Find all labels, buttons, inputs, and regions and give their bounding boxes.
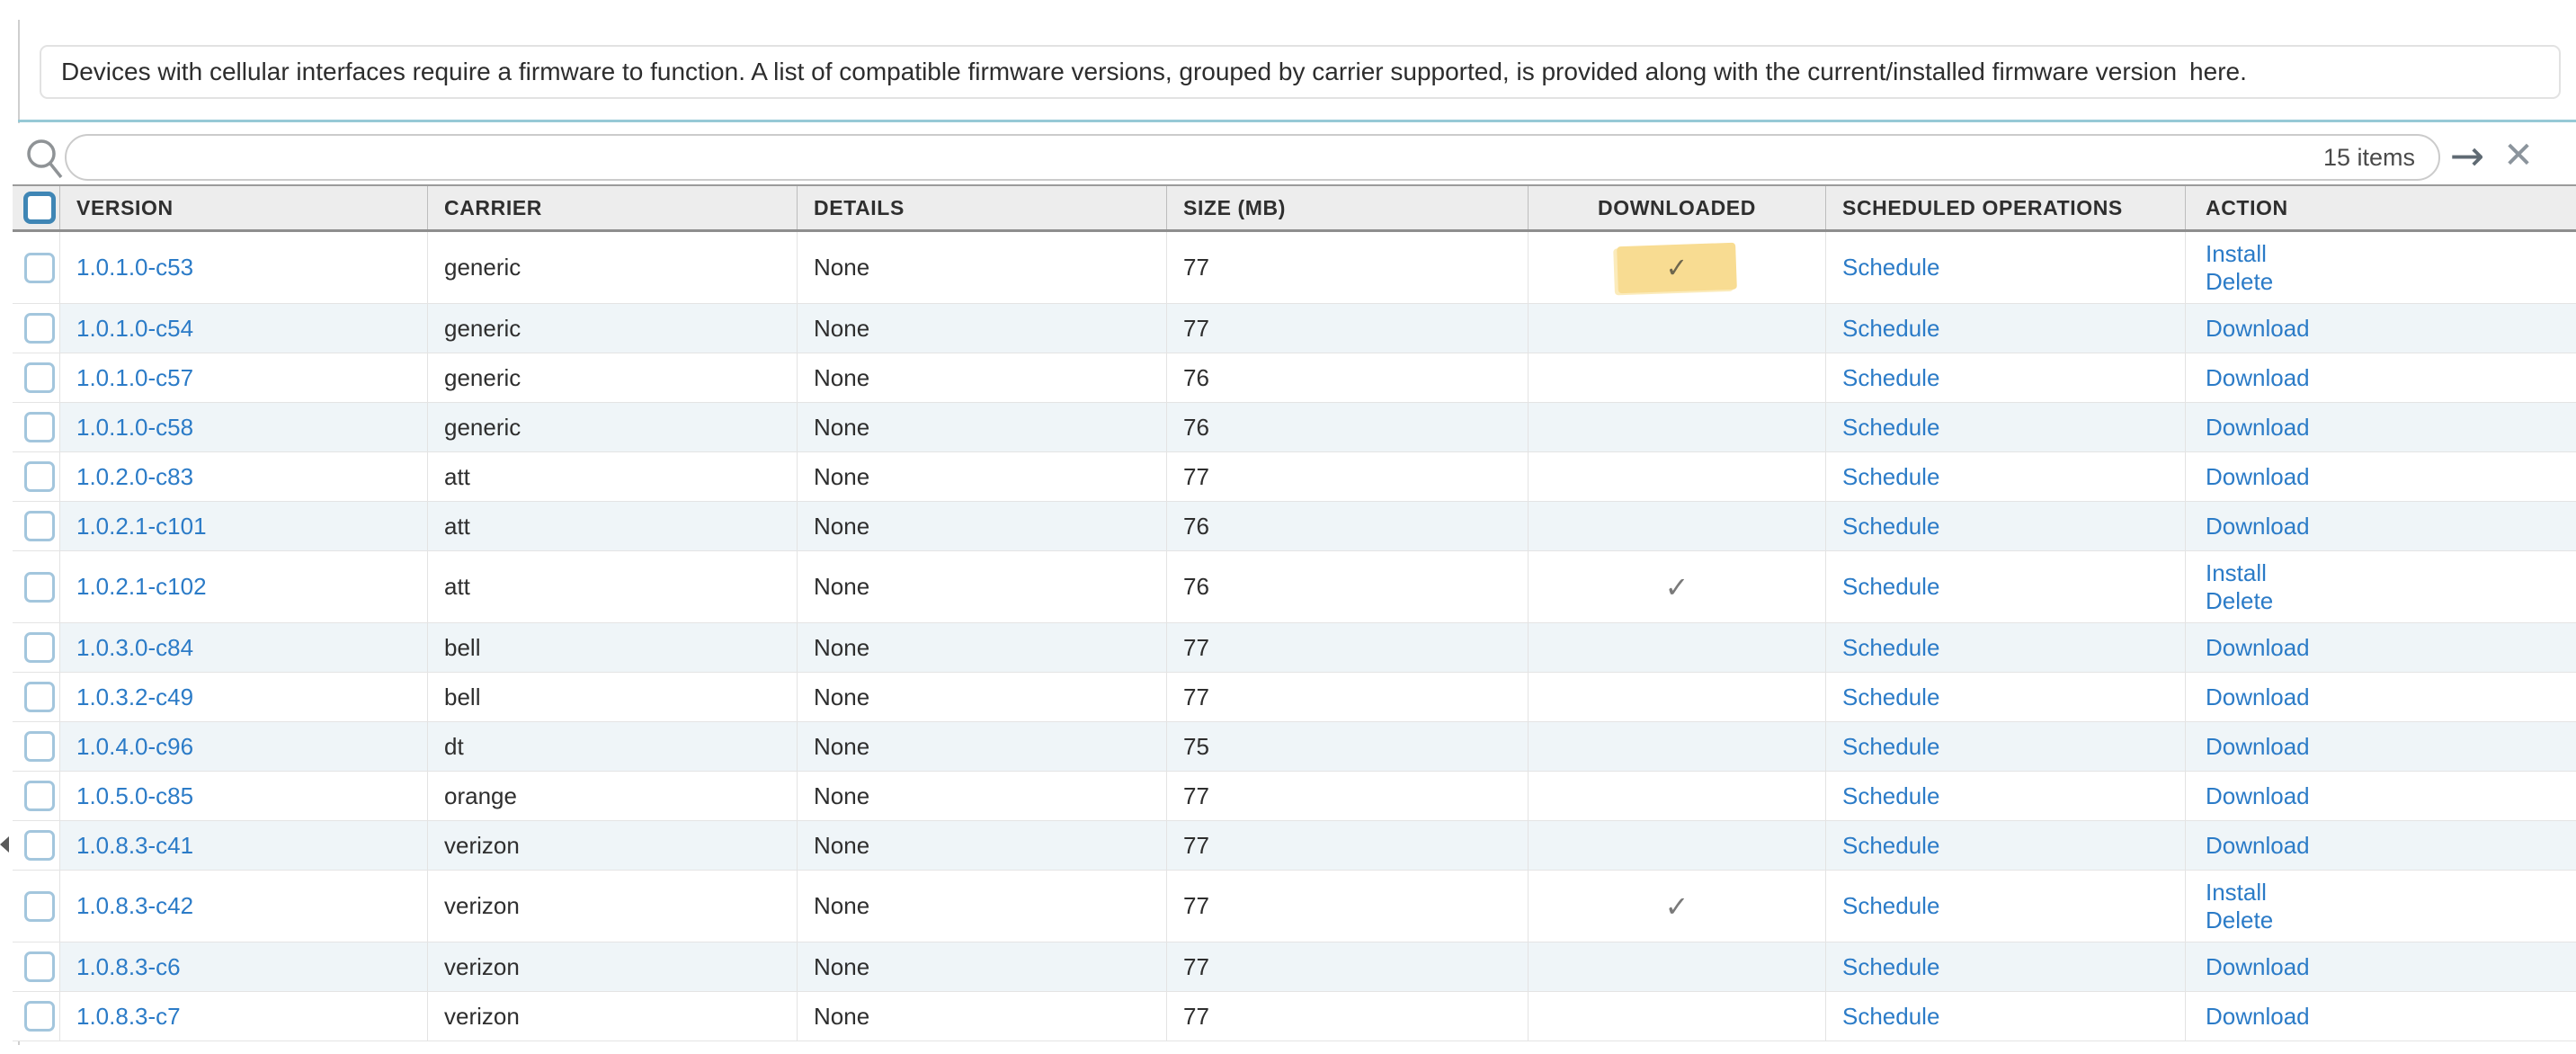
version-link[interactable]: 1.0.1.0-c57 xyxy=(76,363,194,391)
carrier-cell: generic xyxy=(427,403,797,451)
carrier-cell: bell xyxy=(427,623,797,672)
schedule-link[interactable]: Schedule xyxy=(1842,683,1940,710)
table-row xyxy=(13,992,2576,1041)
table-row xyxy=(13,502,2576,551)
column-header-downloaded[interactable]: DOWNLOADED xyxy=(1598,195,1756,219)
size-cell: 77 xyxy=(1166,304,1528,353)
search-submit-arrow-icon[interactable]: → xyxy=(2449,131,2485,180)
details-cell: None xyxy=(797,942,1166,991)
details-cell: None xyxy=(797,821,1166,870)
downloaded-check-icon: ✓ xyxy=(1664,251,1689,284)
table-row xyxy=(13,304,2576,353)
download-link[interactable]: Download xyxy=(2206,732,2310,760)
table-row xyxy=(13,722,2576,772)
carrier-cell: verizon xyxy=(427,942,797,991)
carrier-cell: att xyxy=(427,452,797,501)
carrier-cell: generic xyxy=(427,232,797,303)
downloaded-cell xyxy=(1528,304,1825,353)
carrier-cell: verizon xyxy=(427,821,797,870)
column-header-carrier[interactable]: CARRIER xyxy=(444,195,542,219)
download-link[interactable]: Download xyxy=(2206,831,2310,859)
column-header-action[interactable]: ACTION xyxy=(2206,195,2288,219)
install-link[interactable]: Install xyxy=(2206,878,2267,906)
schedule-link[interactable]: Schedule xyxy=(1842,363,1940,391)
download-link[interactable]: Download xyxy=(2206,1002,2310,1030)
download-link[interactable]: Download xyxy=(2206,952,2310,980)
version-link[interactable]: 1.0.2.1-c102 xyxy=(76,573,207,600)
version-link[interactable]: 1.0.8.3-c41 xyxy=(76,831,194,859)
install-link[interactable]: Install xyxy=(2206,558,2267,586)
details-cell: None xyxy=(797,623,1166,672)
row-checkbox[interactable] xyxy=(24,572,55,603)
version-link[interactable]: 1.0.2.0-c83 xyxy=(76,462,194,490)
carrier-cell: verizon xyxy=(427,992,797,1041)
schedule-link[interactable]: Schedule xyxy=(1842,462,1940,490)
version-link[interactable]: 1.0.3.2-c49 xyxy=(76,683,194,710)
downloaded-cell xyxy=(1528,452,1825,501)
version-link[interactable]: 1.0.1.0-c53 xyxy=(76,254,194,281)
search-clear-icon[interactable]: ✕ xyxy=(2503,136,2534,175)
download-link[interactable]: Download xyxy=(2206,462,2310,490)
table-row xyxy=(13,942,2576,992)
here-link[interactable]: here. xyxy=(2189,58,2247,85)
row-checkbox[interactable] xyxy=(24,511,55,541)
version-link[interactable]: 1.0.1.0-c58 xyxy=(76,413,194,441)
items-count-badge: 15 items xyxy=(2322,143,2415,171)
row-checkbox[interactable] xyxy=(24,632,55,663)
version-link[interactable]: 1.0.8.3-c7 xyxy=(76,1002,181,1030)
size-cell: 76 xyxy=(1166,502,1528,550)
notice-text: Devices with cellular interfaces require a firmware to function. A list of compatible firmware versions, grouped by carrier supported, is provided along with the current/installed firmware version xyxy=(61,58,2178,85)
details-cell: None xyxy=(797,551,1166,622)
download-link[interactable]: Download xyxy=(2206,314,2310,342)
details-cell: None xyxy=(797,673,1166,721)
carrier-cell: att xyxy=(427,551,797,622)
size-cell: 77 xyxy=(1166,232,1528,303)
table-row xyxy=(13,551,2576,623)
download-link[interactable]: Download xyxy=(2206,633,2310,661)
size-cell: 76 xyxy=(1166,551,1528,622)
size-cell: 76 xyxy=(1166,403,1528,451)
size-cell: 77 xyxy=(1166,772,1528,820)
search-toolbar xyxy=(18,123,2576,184)
notice-banner xyxy=(40,45,2561,99)
row-checkbox[interactable] xyxy=(24,781,55,811)
downloaded-cell xyxy=(1528,403,1825,451)
downloaded-cell xyxy=(1528,551,1825,622)
row-checkbox[interactable] xyxy=(24,1001,55,1032)
row-checkbox[interactable] xyxy=(24,951,55,982)
row-checkbox[interactable] xyxy=(24,731,55,762)
details-cell: None xyxy=(797,452,1166,501)
carrier-cell: verizon xyxy=(427,871,797,942)
row-checkbox[interactable] xyxy=(24,830,55,861)
row-checkbox[interactable] xyxy=(24,313,55,344)
downloaded-cell xyxy=(1528,942,1825,991)
version-link[interactable]: 1.0.1.0-c54 xyxy=(76,314,194,342)
downloaded-cell xyxy=(1528,232,1825,303)
downloaded-check-icon: ✓ xyxy=(1664,569,1689,604)
schedule-link[interactable]: Schedule xyxy=(1842,952,1940,980)
table-row xyxy=(13,673,2576,722)
version-link[interactable]: 1.0.2.1-c101 xyxy=(76,512,207,540)
size-cell: 77 xyxy=(1166,942,1528,991)
table-row xyxy=(13,232,2576,304)
details-cell: None xyxy=(797,353,1166,402)
search-icon xyxy=(23,134,65,181)
table-row xyxy=(13,623,2576,673)
download-link[interactable]: Download xyxy=(2206,782,2310,809)
row-checkbox[interactable] xyxy=(24,891,55,922)
delete-link[interactable]: Delete xyxy=(2206,906,2274,933)
table-row xyxy=(13,452,2576,502)
downloaded-cell xyxy=(1528,722,1825,771)
column-header-scheduled-operations[interactable]: SCHEDULED OPERATIONS xyxy=(1842,195,2123,219)
downloaded-highlight xyxy=(1617,242,1737,293)
search-input[interactable] xyxy=(65,134,2440,181)
size-cell: 75 xyxy=(1166,722,1528,771)
schedule-link[interactable]: Schedule xyxy=(1842,633,1940,661)
delete-link[interactable]: Delete xyxy=(2206,267,2274,295)
details-cell: None xyxy=(797,992,1166,1041)
schedule-link[interactable]: Schedule xyxy=(1842,254,1940,281)
table-row xyxy=(13,403,2576,452)
row-checkbox[interactable] xyxy=(24,412,55,442)
schedule-link[interactable]: Schedule xyxy=(1842,1002,1940,1030)
version-link[interactable]: 1.0.8.3-c6 xyxy=(76,952,181,980)
size-cell: 77 xyxy=(1166,452,1528,501)
downloaded-cell xyxy=(1528,772,1825,820)
install-link[interactable]: Install xyxy=(2206,239,2267,267)
carrier-cell: bell xyxy=(427,673,797,721)
details-cell: None xyxy=(797,502,1166,550)
schedule-link[interactable]: Schedule xyxy=(1842,732,1940,760)
downloaded-cell xyxy=(1528,871,1825,942)
version-link[interactable]: 1.0.4.0-c96 xyxy=(76,732,194,760)
carrier-cell: generic xyxy=(427,304,797,353)
size-cell: 77 xyxy=(1166,821,1528,870)
download-link[interactable]: Download xyxy=(2206,512,2310,540)
download-link[interactable]: Download xyxy=(2206,413,2310,441)
table-row xyxy=(13,353,2576,403)
details-cell: None xyxy=(797,871,1166,942)
schedule-link[interactable]: Schedule xyxy=(1842,512,1940,540)
column-header-details[interactable]: DETAILS xyxy=(814,195,905,219)
left-scroll-hint-arrow-icon xyxy=(0,836,9,853)
schedule-link[interactable]: Schedule xyxy=(1842,782,1940,809)
downloaded-cell xyxy=(1528,673,1825,721)
version-link[interactable]: 1.0.3.0-c84 xyxy=(76,633,194,661)
version-link[interactable]: 1.0.8.3-c42 xyxy=(76,892,194,919)
row-checkbox[interactable] xyxy=(24,461,55,492)
size-cell: 77 xyxy=(1166,623,1528,672)
column-header-version[interactable]: VERSION xyxy=(76,195,174,219)
table-row xyxy=(13,871,2576,942)
downloaded-cell xyxy=(1528,992,1825,1041)
table-row xyxy=(13,821,2576,871)
size-cell: 77 xyxy=(1166,871,1528,942)
carrier-cell: orange xyxy=(427,772,797,820)
details-cell: None xyxy=(797,722,1166,771)
table-header-row xyxy=(13,184,2576,232)
teal-divider xyxy=(18,120,2576,122)
schedule-link[interactable]: Schedule xyxy=(1842,413,1940,441)
downloaded-cell xyxy=(1528,821,1825,870)
details-cell: None xyxy=(797,304,1166,353)
firmware-table xyxy=(13,184,2576,1041)
schedule-link[interactable]: Schedule xyxy=(1842,314,1940,342)
version-link[interactable]: 1.0.5.0-c85 xyxy=(76,782,194,809)
download-link[interactable]: Download xyxy=(2206,363,2310,391)
table-row xyxy=(13,772,2576,821)
downloaded-cell xyxy=(1528,353,1825,402)
details-cell: None xyxy=(797,232,1166,303)
downloaded-cell xyxy=(1528,623,1825,672)
row-checkbox[interactable] xyxy=(24,362,55,393)
schedule-link[interactable]: Schedule xyxy=(1842,831,1940,859)
carrier-cell: dt xyxy=(427,722,797,771)
size-cell: 77 xyxy=(1166,673,1528,721)
size-cell: 77 xyxy=(1166,992,1528,1041)
row-checkbox[interactable] xyxy=(24,682,55,712)
schedule-link[interactable]: Schedule xyxy=(1842,892,1940,919)
select-all-checkbox[interactable] xyxy=(23,192,56,224)
size-cell: 76 xyxy=(1166,353,1528,402)
downloaded-cell xyxy=(1528,502,1825,550)
downloaded-check-icon: ✓ xyxy=(1664,889,1689,924)
delete-link[interactable]: Delete xyxy=(2206,586,2274,614)
download-link[interactable]: Download xyxy=(2206,683,2310,710)
schedule-link[interactable]: Schedule xyxy=(1842,573,1940,600)
carrier-cell: generic xyxy=(427,353,797,402)
details-cell: None xyxy=(797,403,1166,451)
carrier-cell: att xyxy=(427,502,797,550)
table-body xyxy=(13,232,2576,1041)
row-checkbox[interactable] xyxy=(24,253,55,283)
details-cell: None xyxy=(797,772,1166,820)
column-header-size[interactable]: SIZE (MB) xyxy=(1183,195,1286,219)
